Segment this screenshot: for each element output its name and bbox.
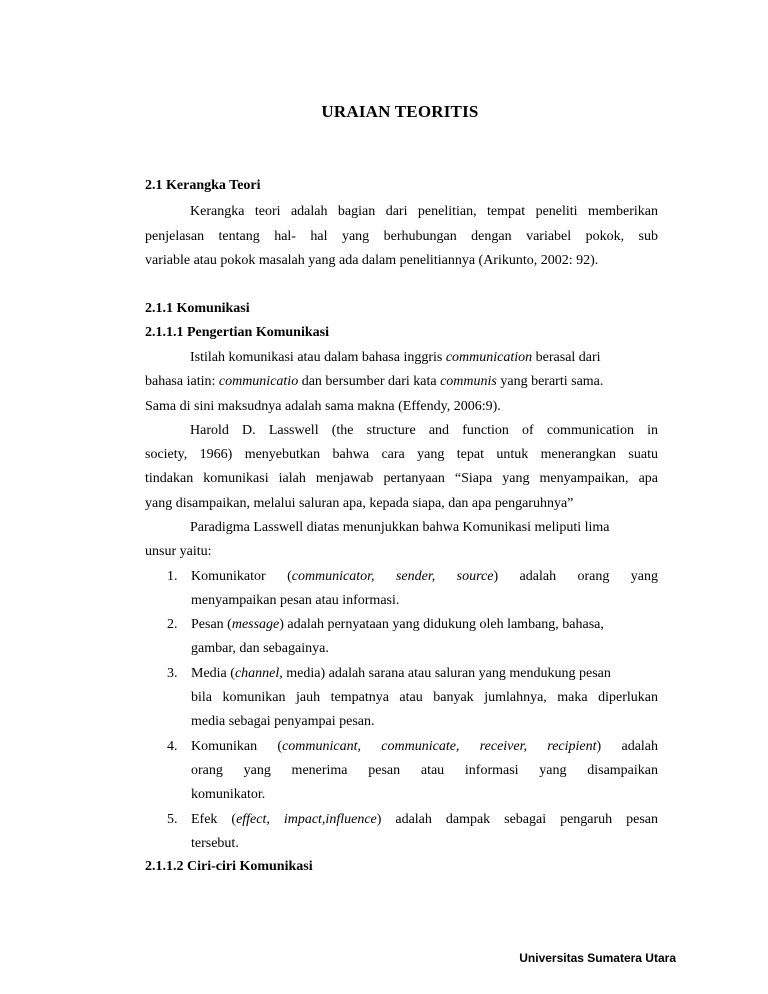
list-item-line: gambar, dan sebagainya. (191, 641, 329, 656)
text-run: Media ( (191, 666, 235, 681)
text-run: yang berarti sama. (496, 374, 604, 389)
section-heading-2-1: 2.1 Kerangka Teori (145, 178, 261, 193)
text-run: Efek ( (191, 812, 237, 827)
italic-term: message (231, 617, 280, 632)
list-item-line (191, 568, 658, 586)
paragraph-line: tindakan komunikasi ialah menjawab pertanyaan “Siapa yang menyampaikan, apa (145, 471, 658, 486)
text-run: ) adalah dampak sebagai pengaruh pesan (376, 812, 658, 827)
list-item-line (191, 665, 658, 683)
text-run: ) adalah orang yang (493, 569, 658, 584)
list-number: 3. (167, 666, 178, 681)
paragraph-line: penjelasan tentang hal- hal yang berhubungan dengan variabel pokok, sub (145, 229, 658, 244)
section-heading-2-1-1: 2.1.1 Komunikasi (145, 301, 250, 316)
italic-term: communis (440, 374, 497, 389)
text-run: Pesan ( (191, 617, 232, 632)
text-run: Komunikator ( (191, 569, 292, 584)
paragraph-line: Harold D. Lasswell (the structure and function of communication in (190, 423, 658, 438)
paragraph-line: Kerangka teori adalah bagian dari penelitian, tempat peneliti memberikan (190, 204, 658, 219)
italic-term: channel (234, 666, 280, 681)
italic-term: communicant, communicate, receiver, recipient (282, 739, 597, 754)
italic-term: effect, impact,influence (236, 812, 377, 827)
italic-term: communicator, sender, source (291, 569, 494, 584)
paragraph-line: Paradigma Lasswell diatas menunjukkan bahwa Komunikasi meliputi lima (190, 520, 610, 535)
list-item-line: komunikator. (191, 787, 266, 802)
text-run: Istilah komunikasi atau dalam bahasa inggris (190, 350, 446, 365)
list-item-line: orang yang menerima pesan atau informasi yang disampaikan (191, 763, 658, 778)
list-item-line (191, 738, 658, 756)
section-heading-2-1-1-2: 2.1.1.2 Ciri-ciri Komunikasi (145, 859, 313, 874)
list-item-line: media sebagai penyampai pesan. (191, 714, 375, 729)
footer-university: Universitas Sumatera Utara (519, 951, 676, 965)
list-item-line: bila komunikan jauh tempatnya atau banyak jumlahnya, maka diperlukan (191, 690, 658, 705)
paragraph-line: unsur yaitu: (145, 544, 212, 559)
list-number: 4. (167, 739, 178, 754)
paragraph-line: society, 1966) menyebutkan bahwa cara yang tepat untuk menerangkan suatu (145, 447, 658, 462)
section-heading-2-1-1-1: 2.1.1.1 Pengertian Komunikasi (145, 325, 329, 340)
list-number: 2. (167, 617, 178, 632)
page-title: URAIAN TEORITIS (321, 102, 479, 121)
list-item-line (191, 811, 658, 829)
text-run: ) adalah pernyataan yang didukung oleh lambang, bahasa, (279, 617, 604, 632)
paragraph-line: yang disampaikan, melalui saluran apa, kepada siapa, dan apa pengaruhnya” (145, 496, 574, 511)
text-run: dan bersumber dari kata (298, 374, 441, 389)
list-item-line (191, 616, 658, 634)
paragraph-line: variable atau pokok masalah yang ada dalam penelitiannya (Arikunto, 2002: 92). (145, 253, 599, 268)
text-run: Komunikan ( (191, 739, 283, 754)
italic-term: communicatio (218, 374, 299, 389)
italic-term: communication (445, 350, 533, 365)
list-item-line: tersebut. (191, 836, 239, 851)
list-number: 5. (167, 812, 178, 827)
list-item-line: menyampaikan pesan atau informasi. (191, 593, 400, 608)
paragraph-line (190, 349, 658, 367)
text-run: , media) adalah sarana atau saluran yang mendukung pesan (279, 666, 611, 681)
text-run: bahasa iatin: (145, 374, 219, 389)
text-run: berasal dari (532, 350, 601, 365)
list-number: 1. (167, 569, 178, 584)
paragraph-line: Sama di sini maksudnya adalah sama makna (Effendy, 2006:9). (145, 399, 501, 414)
text-run: ) adalah (596, 739, 659, 754)
paragraph-line (145, 373, 658, 391)
